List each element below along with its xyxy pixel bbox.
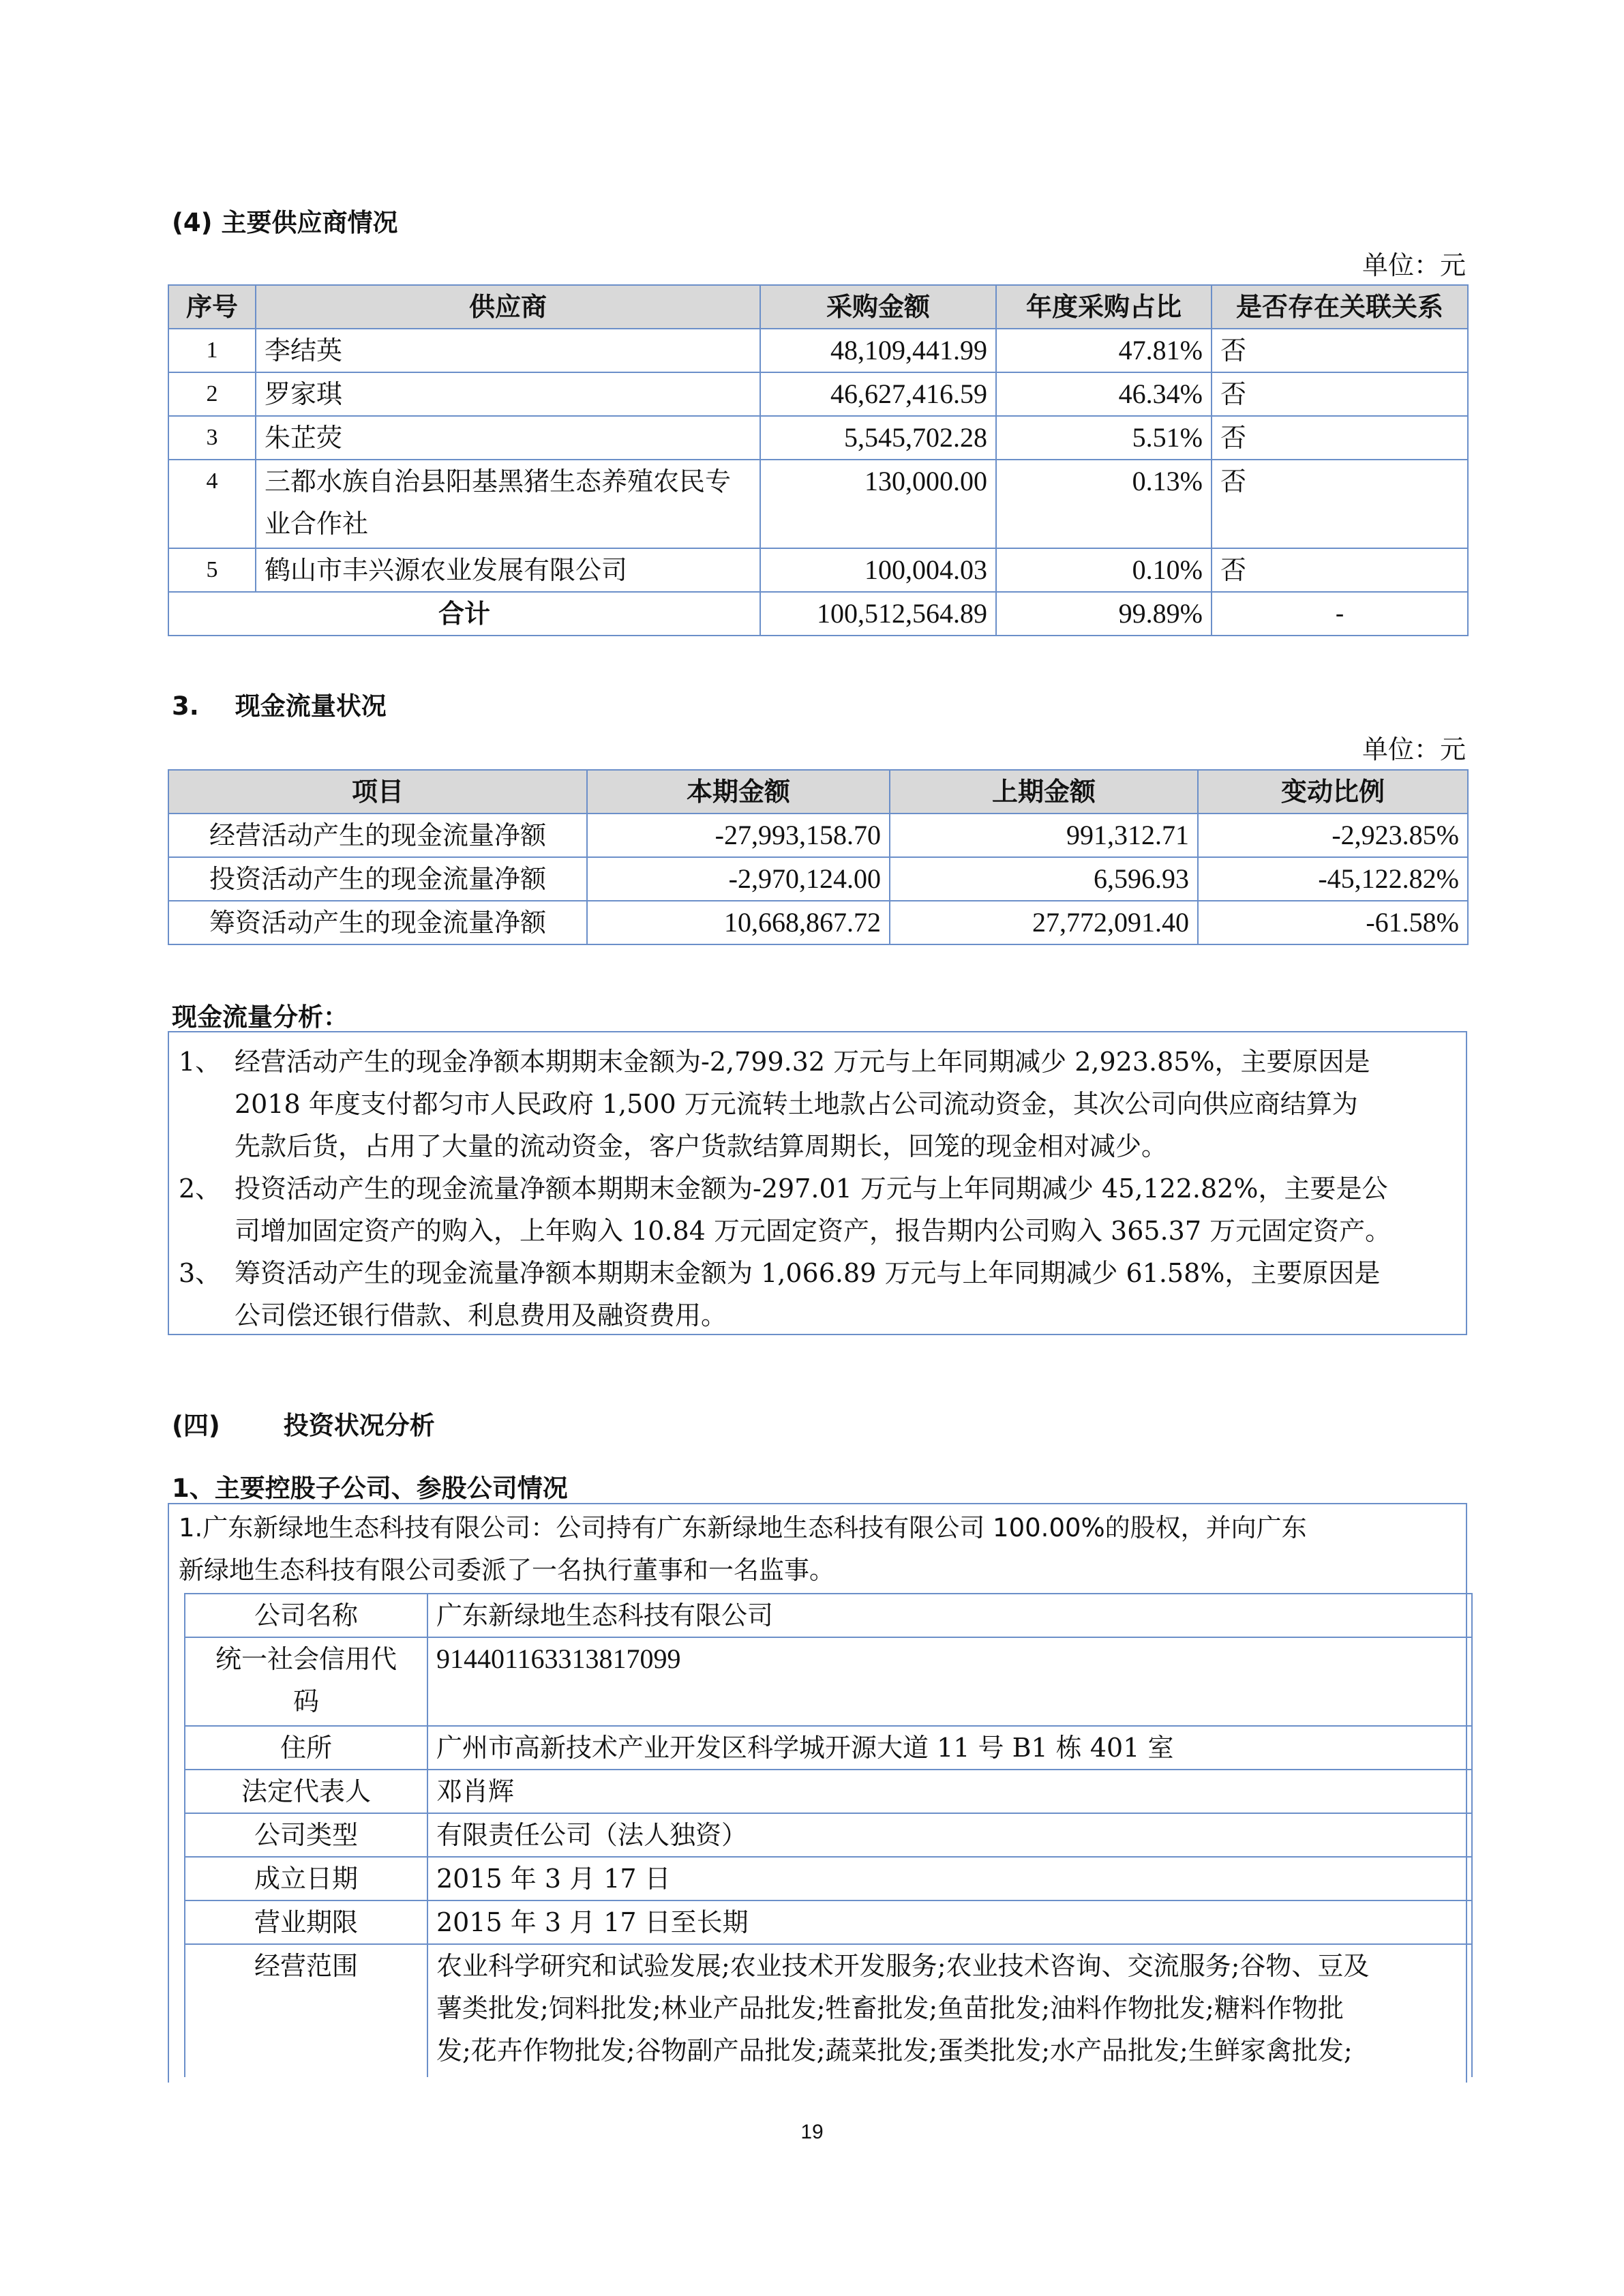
row-supplier: 朱芷荧 (256, 416, 760, 460)
analysis-item-index: 3、 (179, 1258, 222, 1288)
total-related: - (1212, 592, 1468, 636)
row-ratio: 46.34% (996, 372, 1212, 416)
supplier-heading: (4) 主要供应商情况 (172, 208, 398, 237)
scope-line: 发;花卉作物批发;谷物副产品批发;蔬菜批发;蛋类批发;水产品批发;生鲜家禽批发; (436, 2036, 1353, 2066)
cashflow-heading-text: 现金流量状况 (235, 691, 387, 721)
info-label (185, 1637, 427, 1726)
row-current: -27,993,158.70 (587, 814, 890, 857)
info-row (185, 1594, 1472, 1637)
row-current: 10,668,867.72 (587, 901, 890, 944)
info-row (185, 1813, 1472, 1857)
info-value: 914401163313817099 (427, 1637, 1472, 1726)
table-row (168, 814, 1468, 857)
row-amount: 130,000.00 (760, 460, 996, 548)
analysis-heading: 现金流量分析： (172, 1002, 348, 1032)
row-amount: 100,004.03 (760, 548, 996, 592)
header-current: 本期金额 (587, 770, 890, 814)
info-label: 成立日期 (185, 1857, 427, 1900)
info-label: 法定代表人 (185, 1770, 427, 1813)
analysis-item-2 (169, 1167, 1466, 1252)
info-value (427, 1944, 1472, 2077)
analysis-line: 2018 年度支付都匀市人民政府 1,500 万元流转土地款占公司流动资金，其次公司向供应商结算为 (235, 1089, 1358, 1119)
row-change: -2,923.85% (1198, 814, 1468, 857)
cashflow-heading (172, 685, 387, 722)
row-previous: 991,312.71 (890, 814, 1198, 857)
table-row (168, 416, 1468, 460)
row-related: 否 (1212, 372, 1468, 416)
analysis-line: 投资活动产生的现金流量净额本期期末金额为-297.01 万元与上年同期减少 45,122.82%，主要是公 (235, 1174, 1388, 1204)
row-no: 1 (168, 329, 256, 372)
row-ratio: 47.81% (996, 329, 1212, 372)
row-related: 否 (1212, 416, 1468, 460)
row-supplier: 鹤山市丰兴源农业发展有限公司 (256, 548, 760, 592)
analysis-item-index: 1、 (179, 1047, 222, 1077)
analysis-item-3 (169, 1252, 1466, 1337)
header-supplier: 供应商 (256, 285, 760, 329)
row-ratio: 5.51% (996, 416, 1212, 460)
cashflow-heading-num: 3. (172, 691, 199, 721)
investment-heading-num: (四) (172, 1411, 220, 1440)
header-related: 是否存在关联关系 (1212, 285, 1468, 329)
analysis-line: 筹资活动产生的现金流量净额本期期末金额为 1,066.89 万元与上年同期减少 61.58%，主要原因是 (235, 1258, 1381, 1288)
row-current: -2,970,124.00 (587, 857, 890, 901)
row-supplier: 李结英 (256, 329, 760, 372)
cashflow-unit: 单位：元 (1362, 734, 1466, 764)
row-ratio: 0.13% (996, 460, 1212, 548)
info-label: 公司名称 (185, 1594, 427, 1637)
info-value: 广东新绿地生态科技有限公司 (427, 1594, 1472, 1637)
supplier-unit: 单位：元 (1362, 250, 1466, 280)
table-row (168, 901, 1468, 944)
info-row (185, 1900, 1472, 1944)
cashflow-table (168, 769, 1469, 945)
analysis-line: 司增加固定资产的购入，上年购入 10.84 万元固定资产，报告期内公司购入 365.37 万元固定资产。 (235, 1216, 1392, 1246)
analysis-item-1 (169, 1041, 1466, 1167)
header-change: 变动比例 (1198, 770, 1468, 814)
info-label-line: 码 (292, 1686, 319, 1716)
investment-heading (172, 1405, 435, 1442)
investment-heading-text: 投资状况分析 (283, 1411, 435, 1440)
row-amount: 5,545,702.28 (760, 416, 996, 460)
info-value: 2015 年 3 月 17 日 (427, 1857, 1472, 1900)
row-supplier: 三都水族自治县阳基黑猪生态养殖农民专业合作社 (256, 460, 760, 548)
total-label: 合计 (168, 592, 760, 636)
intro-line: 1.广东新绿地生态科技有限公司：公司持有广东新绿地生态科技有限公司 100.00%的股权，并向广东 (179, 1513, 1307, 1542)
row-amount: 48,109,441.99 (760, 329, 996, 372)
row-related: 否 (1212, 460, 1468, 548)
info-row (185, 1944, 1472, 2077)
info-value: 广州市高新技术产业开发区科学城开源大道 11 号 B1 栋 401 室 (427, 1726, 1472, 1770)
total-amount: 100,512,564.89 (760, 592, 996, 636)
header-ratio: 年度采购占比 (996, 285, 1212, 329)
subsidiary-box (168, 1503, 1467, 2083)
header-amount: 采购金额 (760, 285, 996, 329)
total-row (168, 592, 1468, 636)
info-row (185, 1770, 1472, 1813)
row-related: 否 (1212, 548, 1468, 592)
row-item: 筹资活动产生的现金流量净额 (168, 901, 587, 944)
table-row (168, 548, 1468, 592)
supplier-table (168, 284, 1469, 636)
supplier-header-row (168, 285, 1468, 329)
table-row (168, 460, 1468, 548)
header-no: 序号 (168, 285, 256, 329)
row-previous: 27,772,091.40 (890, 901, 1198, 944)
analysis-line: 公司偿还银行借款、利息费用及融资费用。 (235, 1300, 727, 1330)
info-label: 公司类型 (185, 1813, 427, 1857)
row-change: -45,122.82% (1198, 857, 1468, 901)
subsidiary-heading: 1、主要控股子公司、参股公司情况 (172, 1474, 568, 1503)
header-previous: 上期金额 (890, 770, 1198, 814)
row-no: 5 (168, 548, 256, 592)
company-info-table (184, 1593, 1473, 2077)
row-ratio: 0.10% (996, 548, 1212, 592)
row-amount: 46,627,416.59 (760, 372, 996, 416)
analysis-item-index: 2、 (179, 1174, 222, 1204)
intro-line: 新绿地生态科技有限公司委派了一名执行董事和一名监事。 (179, 1555, 834, 1585)
row-supplier: 罗家琪 (256, 372, 760, 416)
row-no: 3 (168, 416, 256, 460)
subsidiary-intro (169, 1504, 1466, 1592)
scope-line: 薯类批发;饲料批发;林业产品批发;牲畜批发;鱼苗批发;油料作物批发;糖料作物批 (436, 1993, 1344, 2023)
row-item: 投资活动产生的现金流量净额 (168, 857, 587, 901)
row-previous: 6,596.93 (890, 857, 1198, 901)
info-row (185, 1637, 1472, 1726)
info-label: 营业期限 (185, 1900, 427, 1944)
analysis-line: 经营活动产生的现金净额本期期末金额为-2,799.32 万元与上年同期减少 2,923.85%，主要原因是 (235, 1047, 1370, 1077)
info-label: 经营范围 (185, 1944, 427, 2077)
info-value: 有限责任公司（法人独资） (427, 1813, 1472, 1857)
info-row (185, 1726, 1472, 1770)
row-related: 否 (1212, 329, 1468, 372)
analysis-box (168, 1031, 1467, 1335)
total-ratio: 99.89% (996, 592, 1212, 636)
row-no: 2 (168, 372, 256, 416)
info-value: 2015 年 3 月 17 日至长期 (427, 1900, 1472, 1944)
row-change: -61.58% (1198, 901, 1468, 944)
table-row (168, 372, 1468, 416)
cashflow-header-row (168, 770, 1468, 814)
header-item: 项目 (168, 770, 587, 814)
info-value: 邓肖辉 (427, 1770, 1472, 1813)
info-row (185, 1857, 1472, 1900)
row-item: 经营活动产生的现金流量净额 (168, 814, 587, 857)
row-no: 4 (168, 460, 256, 548)
info-label: 住所 (185, 1726, 427, 1770)
analysis-line: 先款后货，占用了大量的流动资金，客户货款结算周期长，回笼的现金相对减少。 (235, 1131, 1168, 1161)
info-label-line: 统一社会信用代 (215, 1644, 397, 1674)
table-row (168, 857, 1468, 901)
table-row (168, 329, 1468, 372)
scope-line: 农业科学研究和试验发展;农业技术开发服务;农业技术咨询、交流服务;谷物、豆及 (436, 1951, 1370, 1981)
page-number: 19 (800, 2121, 824, 2143)
